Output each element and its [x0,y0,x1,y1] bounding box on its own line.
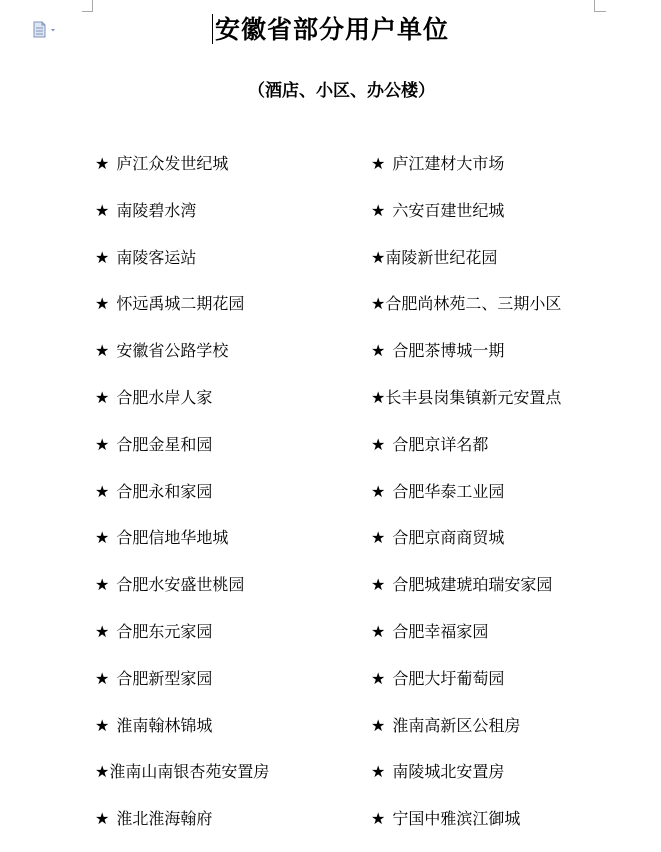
list-item-right[interactable] [371,618,488,646]
list-item-left[interactable] [95,618,212,646]
star-icon: ★ [95,154,110,173]
list-row [0,197,661,244]
star-icon: ★ [371,762,386,782]
list-item-label: 合肥京商商贸城 [392,528,505,548]
list-item-right[interactable] [371,571,552,599]
star-icon: ★ [95,341,110,361]
list-row [0,290,661,337]
list-row [0,758,661,805]
list-item-right[interactable] [371,290,561,318]
list-item-left[interactable] [95,805,212,833]
list-item-left[interactable] [95,478,212,506]
list-item-right[interactable] [371,758,504,786]
list-item-label: 合肥京详名都 [392,434,489,454]
list-item-label: 南陵新世纪花园 [385,247,498,267]
star-icon: ★ [95,434,110,454]
list-row [0,571,661,618]
list-row [0,384,661,431]
star-icon: ★ [95,668,110,688]
list-item-label: 淮北淮海翰府 [116,809,213,829]
list-item-right[interactable] [371,478,504,506]
list-item-right[interactable] [371,524,504,552]
list-item-left[interactable] [95,712,212,740]
list-item-label: 合肥新型家园 [116,668,213,688]
star-icon: ★ [95,762,110,782]
list-item-label: 南陵城北安置房 [392,762,505,782]
list-item-left[interactable] [95,431,212,459]
list-row [0,244,661,291]
list-row [0,618,661,665]
star-icon: ★ [95,481,110,501]
list-item-left[interactable] [95,290,244,318]
star-icon: ★ [371,809,386,829]
list-item-left[interactable] [95,524,228,552]
list-item-right[interactable] [371,805,520,833]
list-item-label: 合肥尚林苑二、三期小区 [385,294,562,314]
star-icon: ★ [371,434,386,454]
list-item-label: 淮南翰林锦城 [116,715,213,735]
star-icon: ★ [95,809,110,829]
list-row [0,337,661,384]
list-item-label: 淮南山南银杏苑安置房 [109,762,270,782]
list-item-label: 合肥水安盛世桃园 [116,575,245,595]
list-item-label: 合肥永和家园 [116,481,213,501]
list-item-label: 合肥信地华地城 [116,528,229,548]
list-item-label: 合肥华泰工业园 [392,481,505,501]
unit-list [0,150,661,852]
list-row [0,478,661,525]
list-item-label: 合肥城建琥珀瑞安家园 [392,575,553,595]
star-icon: ★ [371,668,386,688]
list-item-label: 庐江众发世纪城 [116,154,229,173]
list-item-left[interactable] [95,197,196,225]
list-item-right[interactable] [371,337,504,365]
star-icon: ★ [371,621,386,641]
list-item-left[interactable] [95,150,228,178]
list-item-label: 宁国中雅滨江御城 [392,809,521,829]
list-item-label: 合肥大圩葡萄园 [392,668,505,688]
list-item-label: 合肥水岸人家 [116,387,213,407]
star-icon: ★ [371,247,386,267]
list-item-right[interactable] [371,712,520,740]
list-item-label: 六安百建世纪城 [392,200,505,220]
star-icon: ★ [371,200,386,220]
list-item-left[interactable] [95,384,212,412]
star-icon: ★ [371,387,386,407]
list-row [0,712,661,759]
list-item-label: 合肥东元家园 [116,621,213,641]
star-icon: ★ [371,294,386,314]
star-icon: ★ [95,621,110,641]
list-row [0,524,661,571]
star-icon: ★ [371,715,386,735]
list-item-left[interactable] [95,244,196,272]
star-icon: ★ [95,715,110,735]
list-item-left[interactable] [95,758,269,786]
list-item-right[interactable] [371,244,497,272]
list-item-label: 淮南高新区公租房 [392,715,521,735]
list-item-right[interactable] [371,197,504,225]
list-item-right[interactable] [371,431,488,459]
document-subtitle: （酒店、小区、办公楼） [248,81,435,101]
list-row [0,431,661,478]
star-icon: ★ [95,294,110,314]
star-icon: ★ [95,200,110,220]
list-item-label: 南陵碧水湾 [116,200,197,220]
list-item-left[interactable] [95,665,212,693]
list-item-label: 合肥金星和园 [116,434,213,454]
star-icon: ★ [371,481,386,501]
list-item-right[interactable] [371,150,504,178]
star-icon: ★ [95,247,110,267]
star-icon: ★ [371,528,386,548]
list-item-label: 庐江建材大市场 [392,154,505,173]
star-icon: ★ [95,528,110,548]
star-icon: ★ [371,154,386,173]
list-row [0,805,661,852]
list-item-left[interactable] [95,337,228,365]
document-title[interactable] [0,12,661,48]
star-icon: ★ [371,341,386,361]
list-item-left[interactable] [95,571,244,599]
star-icon: ★ [371,575,386,595]
list-item-right[interactable] [371,384,561,412]
list-item-label: 怀远禹城二期花园 [116,294,245,314]
list-item-label: 合肥幸福家园 [392,621,489,641]
list-item-label: 合肥茶博城一期 [392,341,505,361]
text-cursor [212,14,213,44]
list-item-label: 长丰县岗集镇新元安置点 [385,387,562,407]
title-text: 安徽省部分用户单位 [214,15,449,44]
list-item-label: 安徽省公路学校 [116,341,229,361]
list-row [0,665,661,712]
list-row [0,150,661,197]
list-item-right[interactable] [371,665,504,693]
star-icon: ★ [95,575,110,595]
star-icon: ★ [95,387,110,407]
list-item-label: 南陵客运站 [116,247,197,267]
